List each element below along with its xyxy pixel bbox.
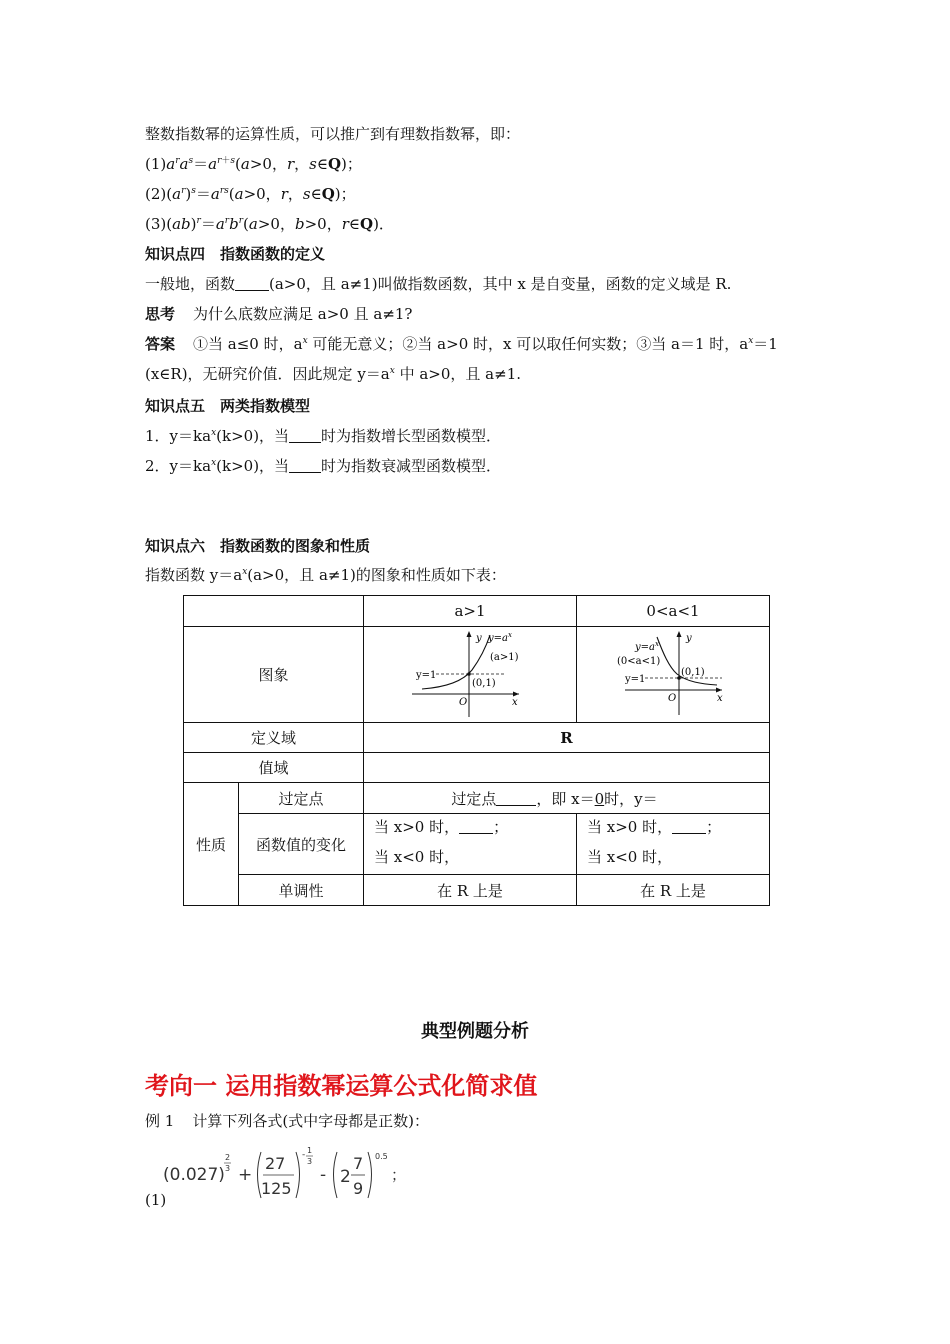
base-1: (0.027) xyxy=(163,1165,225,1185)
right-paren-2 xyxy=(368,1152,372,1198)
curve-cond: (0<a<1) xyxy=(617,656,661,667)
exp2-num: 1 xyxy=(307,1146,313,1155)
rule-1: $(1)a^ra^s=a^{r+s}(a>0$，r，s∈Q)； xyxy=(145,155,362,173)
exp2-sign: - xyxy=(302,1150,306,1160)
k4-definition: 一般地，函数 (a>0，且 a≠1)叫做指数函数，其中 x 是自变量，函数的定义域是 R. xyxy=(145,275,732,293)
y-label: y xyxy=(476,633,482,644)
x-label: x xyxy=(717,693,723,704)
k4-think: 思考 为什么底数应满足 a>0 且 a≠1? xyxy=(145,305,413,323)
point-label: (0,1) xyxy=(681,667,705,678)
origin-label: O xyxy=(459,697,468,708)
y-arrow-icon xyxy=(467,631,472,637)
x-arrow-icon xyxy=(513,692,519,697)
origin-label: O xyxy=(668,693,677,704)
intro-line: 整数指数幂的运算性质，可以推广到有理数指数幂，即： xyxy=(145,125,521,143)
change-a-lt-1: 当 x>0 时， ； 当 x<0 时， xyxy=(577,814,770,875)
k5-item-2: 2．$y=ka^x(k>0)$，当 时为指数衰减型函数模型． xyxy=(145,457,502,475)
frac-num: 27 xyxy=(265,1154,286,1173)
corner-cell xyxy=(184,596,364,627)
minus-sign: - xyxy=(320,1165,327,1185)
k4-heading: 知识点四 指数函数的定义 xyxy=(145,245,326,263)
left-paren-2 xyxy=(334,1152,338,1198)
topic-title: 考向一 运用指数幂运算公式化简求值 xyxy=(145,1072,538,1100)
range-value xyxy=(364,753,770,783)
k4-answer-1: 答案 ①当 a≤0 时，$a^x$ 可能无意义；②当 a>0 时，x 可以取任何实数；③当 a＝1 时，$a^x=1$ xyxy=(145,335,778,353)
example-1-expression xyxy=(163,1142,423,1206)
mixed-den: 9 xyxy=(353,1179,364,1198)
exp3: 0.5 xyxy=(375,1152,388,1161)
k4-answer-2: (x∈R)，无研究价值．因此规定 $y=a^x$ 中 a>0，且 a≠1. xyxy=(145,365,522,383)
sub-label-fixed: 过定点 xyxy=(239,783,364,814)
sub-label-change: 函数值的变化 xyxy=(239,814,364,875)
sub-label-mono: 单调性 xyxy=(239,875,364,906)
y-arrow-icon xyxy=(677,631,682,637)
row-label-range: 值域 xyxy=(184,753,364,783)
row-label-image: 图象 xyxy=(184,627,364,723)
rule-2: $(2)(a^r)^s=a^{rs}(a>0$，r，s∈Q)； xyxy=(145,185,356,203)
hline-label: y=1 xyxy=(416,670,437,681)
semicolon: ； xyxy=(391,1166,407,1184)
example-item-number: (1) xyxy=(145,1191,167,1209)
graph-a-gt-1-cell xyxy=(364,627,577,723)
mono-a-lt-1: 在 R 上是 xyxy=(577,875,770,906)
fixed-point xyxy=(467,672,471,676)
curve-label: $y=a^x$ xyxy=(488,631,512,644)
hline-label: y=1 xyxy=(625,674,646,685)
section-title: 典型例题分析 xyxy=(421,1021,529,1042)
curve-cond: (a>1) xyxy=(490,652,519,663)
rule-3: $(3)(ab)^r=a^rb^r(a>0$，b>0，r∈Q)． xyxy=(145,215,394,233)
right-paren xyxy=(296,1152,300,1198)
k5-heading: 知识点五 两类指数模型 xyxy=(145,397,311,415)
fixed-point-value: 过定点 ，即 x＝0时，y＝ xyxy=(364,783,770,814)
mono-a-gt-1: 在 R 上是 xyxy=(364,875,577,906)
graph-a-lt-1 xyxy=(577,627,769,722)
domain-value: R xyxy=(364,723,770,753)
row-label-props: 性质 xyxy=(184,783,239,906)
k6-intro: 指数函数 $y=a^x(a>0$，且 a≠1)的图象和性质如下表： xyxy=(145,566,506,584)
exp-function-table xyxy=(183,595,770,906)
frac-den: 125 xyxy=(261,1179,292,1198)
row-label-domain: 定义域 xyxy=(184,723,364,753)
exp1-num: 2 xyxy=(225,1153,231,1162)
point-label: (0,1) xyxy=(472,678,496,689)
plus-sign: + xyxy=(238,1165,253,1185)
exp1-den: 3 xyxy=(225,1164,231,1173)
x-arrow-icon xyxy=(716,688,722,693)
graph-a-gt-1 xyxy=(364,627,576,722)
mixed-num: 7 xyxy=(353,1154,364,1173)
curve-label: $y=a^x$ xyxy=(635,640,659,653)
y-label: y xyxy=(686,633,692,644)
mixed-whole: 2 xyxy=(340,1167,351,1187)
k5-item-1: 1．$y=ka^x(k>0)$，当 时为指数增长型函数模型． xyxy=(145,427,502,445)
x-label: x xyxy=(512,697,518,708)
exp2-den: 3 xyxy=(307,1157,313,1166)
header-a-gt-1: a>1 xyxy=(364,596,577,627)
k6-heading: 知识点六 指数函数的图象和性质 xyxy=(145,537,371,555)
graph-a-lt-1-cell xyxy=(577,627,770,723)
example-1: 例 1 计算下列各式(式中字母都是正数)： xyxy=(145,1112,430,1130)
change-a-gt-1: 当 x>0 时， ； 当 x<0 时， xyxy=(364,814,577,875)
header-a-lt-1: 0<a<1 xyxy=(577,596,770,627)
